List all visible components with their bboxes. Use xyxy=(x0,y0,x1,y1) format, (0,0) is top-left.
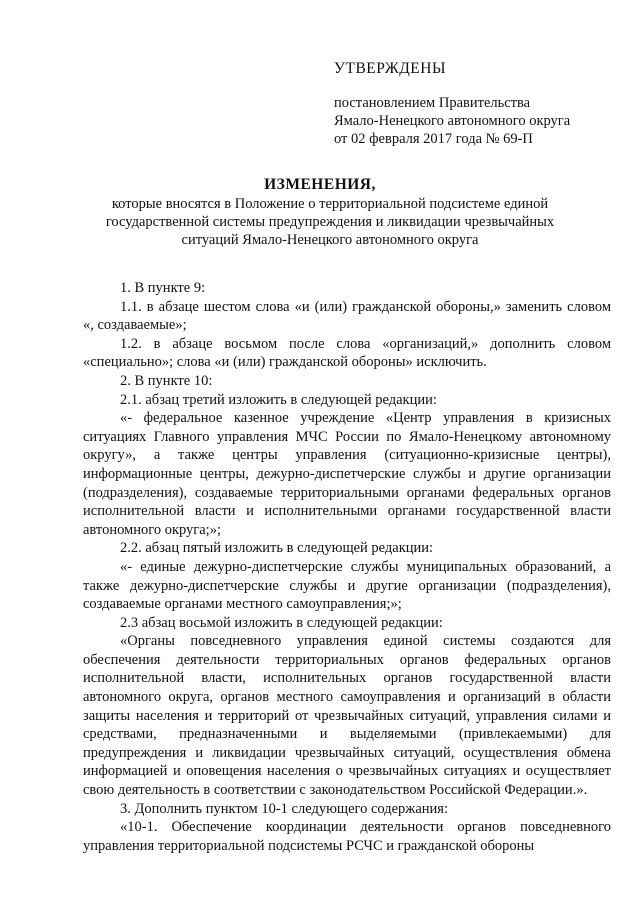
paragraph: «- федеральное казенное учреждение «Центр управления в кризисных ситуациях Главного управления МЧС России по Ямало-Ненецкому автономному округу», а также центры управления (ситуационно-кризисные центры), информационные центры, дежурно-диспетчерские службы и другие организации (подразделения), создаваемые территориальными органами федеральных органов исполнительной власти и исполнительными органами государственной власти автономного округа;»; xyxy=(83,410,611,538)
subtitle-line: которые вносятся в Положение о территориальной подсистеме единой xyxy=(111,196,549,212)
paragraph: «Органы повседневного управления единой системы создаются для обеспечения деятельности территориальных органов федеральных органов исполнительной власти, исполнительных органов государственной власти автономного округа, органов местного самоуправления и организаций в области защиты населения и территорий от чрезвычайных ситуаций, управления силами и средствами, предназначенными и выделяемыми (привлекаемыми) для предупреждения и ликвидации чрезвычайных ситуаций, осуществления обмена информацией и оповещения населения о чрезвычайных ситуациях и осуществляет свою деятельность в соответствии с законодательством Российской Федерации.». xyxy=(83,633,611,799)
paragraph: 1.2. в абзаце восьмом после слова «организаций,» дополнить словом «специально»; слова «и (или) гражданской обороны» исключить. xyxy=(83,335,611,371)
paragraph: 2.3 абзац восьмой изложить в следующей редакции: xyxy=(120,614,443,631)
approval-block xyxy=(334,60,634,148)
paragraph: 1. В пункте 9: xyxy=(120,280,206,296)
paragraph: «- единые дежурно-диспетчерские службы муниципальных образований, а также дежурно-диспетчерские службы и другие организации (подразделения), создаваемые органами местного самоуправления;»; xyxy=(83,558,611,613)
paragraph: 1.1. в абзаце шестом слова «и (или) гражданской обороны,» заменить словом «, создаваемые»; xyxy=(83,298,611,334)
document-title: ИЗМЕНЕНИЯ, xyxy=(264,176,376,193)
subtitle-line: государственной системы предупреждения и ликвидации чрезвычайных xyxy=(105,214,555,230)
subtitle-line: ситуаций Ямало-Ненецкого автономного округа xyxy=(181,232,479,248)
approval-line: от 02 февраля 2017 года № 69-П xyxy=(334,131,533,147)
paragraph: 2.2. абзац пятый изложить в следующей редакции: xyxy=(120,540,434,557)
approval-line: Ямало-Ненецкого автономного округа xyxy=(334,113,571,129)
paragraph: 3. Дополнить пунктом 10-1 следующего содержания: xyxy=(120,800,448,817)
approval-heading: УТВЕРЖДЕНЫ xyxy=(334,60,446,77)
paragraph: «10-1. Обеспечение координации деятельности органов повседневного управления территориальной подсистемы РСЧС и гражданской обороны xyxy=(83,819,611,854)
paragraph: 2. В пункте 10: xyxy=(120,372,213,389)
approval-line: постановлением Правительства xyxy=(334,95,531,111)
document-subtitle xyxy=(40,195,620,249)
paragraph: 2.1. абзац третий изложить в следующей редакции: xyxy=(120,391,437,408)
document-body xyxy=(83,279,611,855)
